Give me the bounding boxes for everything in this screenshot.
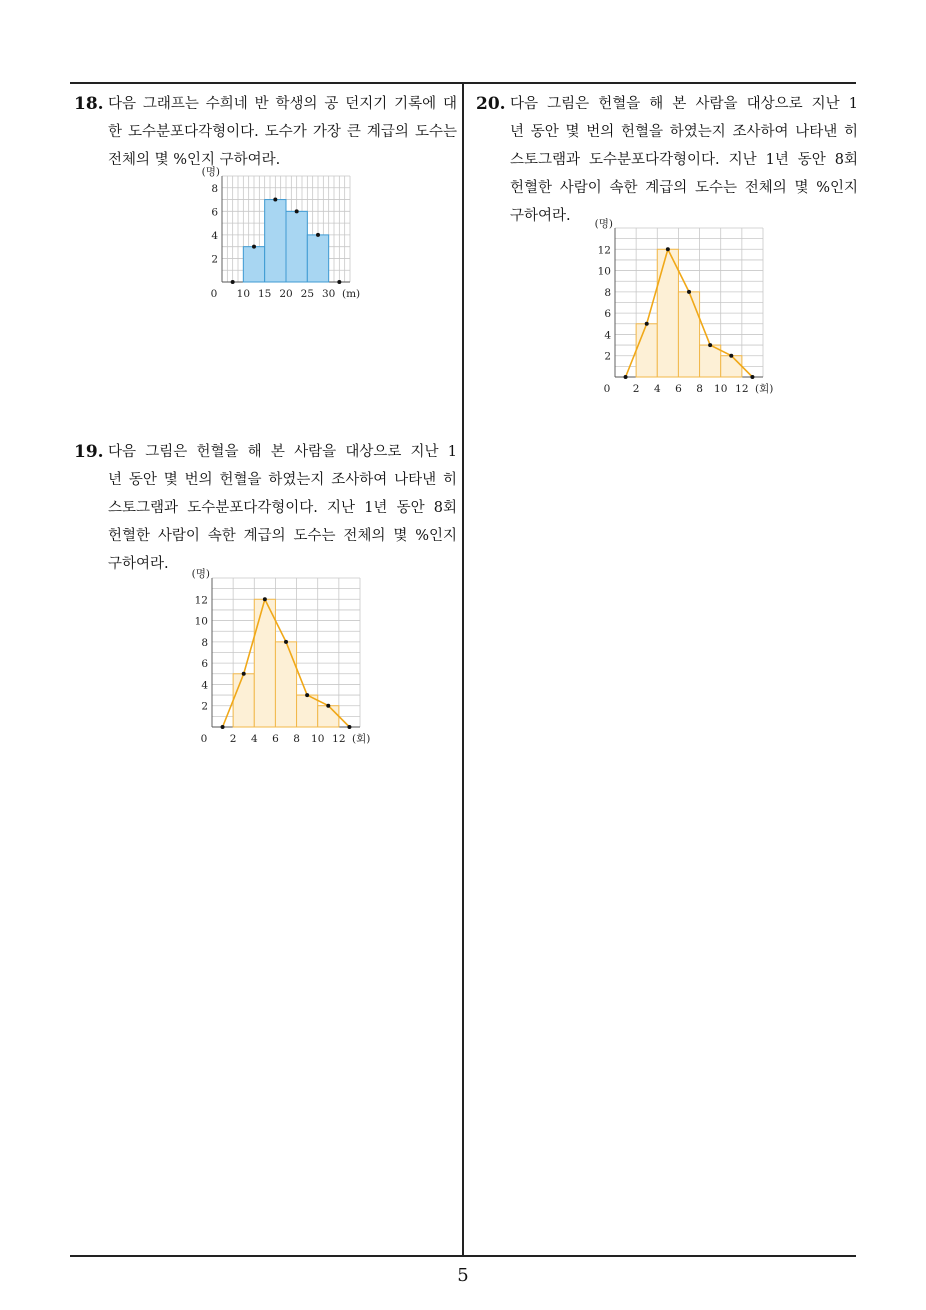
question-number: 18. xyxy=(74,94,104,114)
y-tick-label: 6 xyxy=(211,206,218,219)
polygon-point xyxy=(708,343,712,347)
question-line: 구하여라. xyxy=(108,556,169,572)
y-tick-label: 8 xyxy=(201,636,208,649)
y-tick-label: 6 xyxy=(201,658,208,671)
page-number: 5 xyxy=(457,1265,469,1286)
polygon-point xyxy=(666,247,670,251)
y-tick-label: 2 xyxy=(211,253,218,266)
polygon-point xyxy=(750,375,754,379)
histogram-bar xyxy=(657,249,678,377)
origin-label: 0 xyxy=(603,383,611,395)
x-tick-label: 10 xyxy=(311,733,325,745)
question-line: 다음 그림은 헌혈을 해 본 사람을 대상으로 지난 1 xyxy=(108,444,457,460)
question-line: 구하여라. xyxy=(510,208,571,224)
y-tick-label: 4 xyxy=(604,329,611,342)
x-tick-label: 8 xyxy=(293,733,300,745)
y-axis-unit-label: (명) xyxy=(201,166,220,178)
x-tick-label: 12 xyxy=(735,383,749,395)
question-number: 19. xyxy=(74,442,104,462)
origin-label: 0 xyxy=(210,288,218,300)
question-line: 헌혈한 사람이 속한 계급의 도수는 전체의 몇 %인지 xyxy=(108,528,457,544)
question-line: 스토그램과 도수분포다각형이다. 지난 1년 동안 8회 xyxy=(108,500,457,516)
x-axis-unit-label: (m) xyxy=(342,288,361,300)
polygon-point xyxy=(729,354,733,358)
y-tick-label: 10 xyxy=(597,265,611,278)
histogram-bar xyxy=(636,324,657,377)
question-line: 년 동안 몇 번의 헌혈을 하였는지 조사하여 나타낸 히 xyxy=(510,124,858,140)
origin-label: 0 xyxy=(200,733,208,745)
x-axis-unit-label: (회) xyxy=(352,733,371,745)
x-tick-label: 10 xyxy=(714,383,728,395)
y-tick-label: 8 xyxy=(604,286,611,299)
y-tick-label: 2 xyxy=(201,700,208,713)
histogram-bar xyxy=(678,292,699,377)
question-line: 스토그램과 도수분포다각형이다. 지난 1년 동안 8회 xyxy=(510,152,858,168)
y-tick-label: 4 xyxy=(211,229,218,242)
question-line: 년 동안 몇 번의 헌혈을 하였는지 조사하여 나타낸 히 xyxy=(108,472,457,488)
x-tick-label: 2 xyxy=(229,733,237,745)
y-tick-label: 12 xyxy=(597,244,611,257)
y-axis-unit-label: (명) xyxy=(191,568,210,580)
polygon-point xyxy=(645,322,649,326)
question-line: 전체의 몇 %인지 구하여라. xyxy=(108,152,281,168)
polygon-point xyxy=(624,375,628,379)
y-tick-label: 6 xyxy=(604,308,611,321)
question-number: 20. xyxy=(476,94,506,114)
y-tick-label: 12 xyxy=(194,594,208,607)
x-tick-label: 6 xyxy=(675,383,682,395)
polygon-point xyxy=(687,290,691,294)
y-tick-label: 8 xyxy=(211,182,218,195)
x-tick-label: 20 xyxy=(279,288,293,300)
x-tick-label: 8 xyxy=(696,383,703,395)
question-line: 한 도수분포다각형이다. 도수가 가장 큰 계급의 도수는 xyxy=(108,124,457,140)
x-tick-label: 4 xyxy=(250,733,258,745)
x-tick-label: 6 xyxy=(272,733,279,745)
question-line: 다음 그림은 헌혈을 해 본 사람을 대상으로 지난 1 xyxy=(510,96,858,112)
x-tick-label: 12 xyxy=(332,733,346,745)
x-tick-label: 2 xyxy=(632,383,640,395)
x-tick-label: 30 xyxy=(321,288,336,300)
histogram-bar xyxy=(700,345,721,377)
x-tick-label: 4 xyxy=(653,383,661,395)
x-tick-label: 25 xyxy=(300,288,315,300)
x-tick-label: 15 xyxy=(257,288,272,300)
question-line: 헌혈한 사람이 속한 계급의 도수는 전체의 몇 %인지 xyxy=(510,180,858,196)
y-tick-label: 4 xyxy=(201,679,208,692)
histogram-bar xyxy=(721,356,742,377)
x-tick-label: 10 xyxy=(236,288,251,300)
y-tick-label: 10 xyxy=(194,615,208,628)
y-tick-label: 2 xyxy=(604,350,611,363)
question-line: 다음 그래프는 수희네 반 학생의 공 던지기 기록에 대 xyxy=(108,96,457,112)
x-axis-unit-label: (회) xyxy=(755,383,774,395)
y-axis-unit-label: (명) xyxy=(594,218,613,230)
